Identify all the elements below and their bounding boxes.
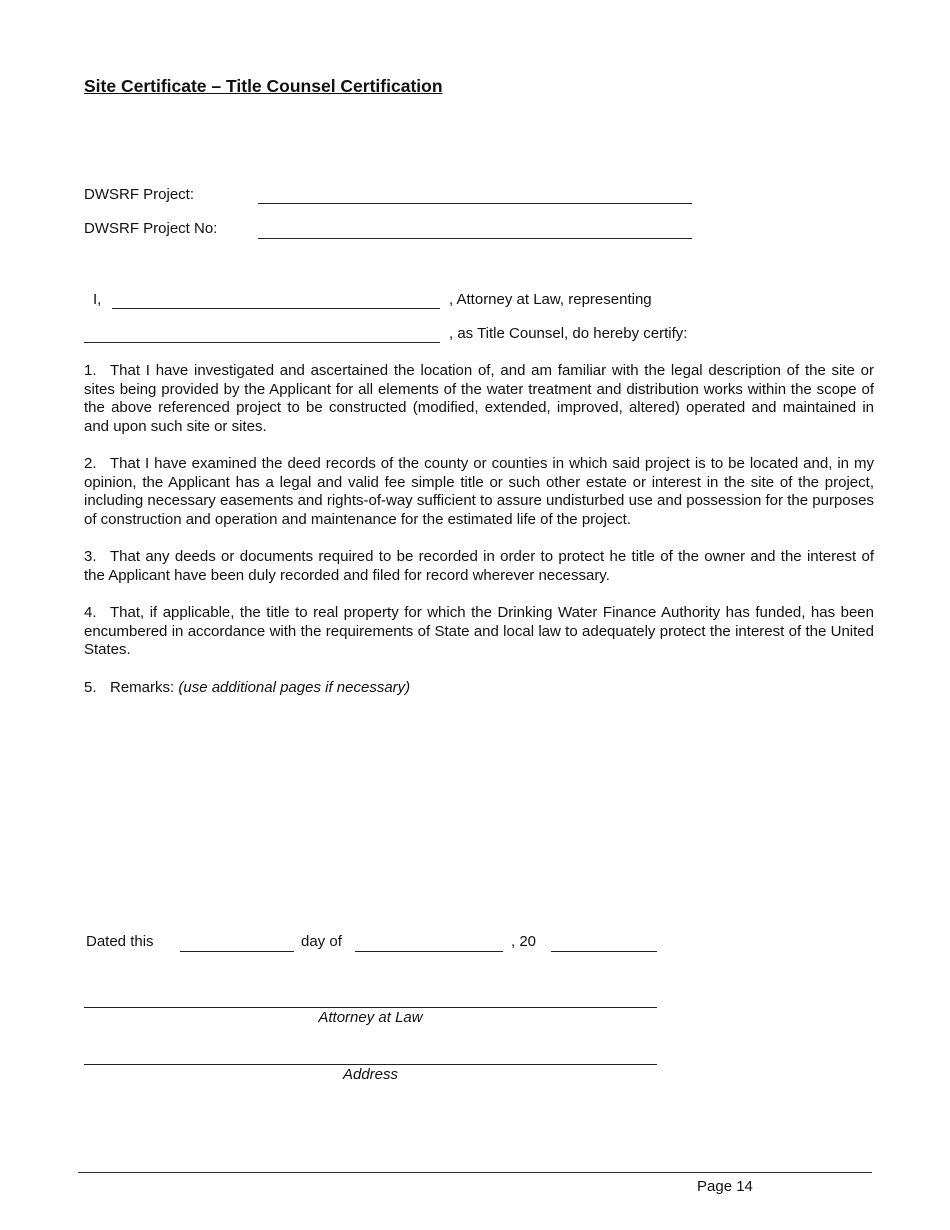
dated-this-label: Dated this (86, 933, 154, 950)
remarks-hint: (use additional pages if necessary) (178, 679, 411, 696)
attorney-text: , Attorney at Law, representing (449, 291, 652, 308)
certification-item-4: 4. That, if applicable, the title to real property for which the Drinking Water Finance Authority has funded, has been encumbered in accordance with the requirements of State and local law to adequately protect the interest of the United States. (84, 604, 874, 659)
day-line (180, 951, 294, 952)
project-no-field[interactable] (258, 216, 692, 238)
attorney-at-law-label: Attorney at Law (318, 1009, 423, 1026)
certification-item-3: 3. That any deeds or documents required to be recorded in order to protect he title of the owner and the interest of the Applicant have been duly recorded and filed for record wherever necessary. (84, 548, 874, 584)
footer-divider (78, 1172, 872, 1173)
certification-item-1: 1. That I have investigated and ascertained the location of, and am familiar with the legal description of the site or sites being provided by the Applicant for all elements of the water treatment and distribution works within the scope of the above referenced project to be constructed (modified, extended, improved, altered) operated and maintained in and upon such site or sites. (84, 362, 874, 436)
project-label: DWSRF Project: (84, 186, 195, 203)
i-label: I, (93, 291, 102, 308)
year-line (551, 951, 657, 952)
attorney-name-line (112, 308, 440, 309)
project-no-label: DWSRF Project No: (84, 220, 218, 237)
certification-item-2: 2. That I have examined the deed records of the county or counties in which said project is to be located and, in my opinion, the Applicant has a legal and valid fee simple title or such other estate or interest in the site of the project, including necessary easements and rights-of-way sufficient to assure undisturbed use and possession for the purposes of construction and operation and maintenance for the estimated life of the project. (84, 455, 874, 529)
project-field-line (258, 203, 692, 204)
address-line (84, 1064, 657, 1065)
applicant-line (84, 342, 440, 343)
attorney-signature-line (84, 1007, 657, 1008)
month-line (355, 951, 503, 952)
month-field[interactable] (355, 930, 503, 952)
page-title: Site Certificate – Title Counsel Certification (84, 76, 443, 96)
applicant-field[interactable] (84, 320, 440, 342)
attorney-signature-field[interactable] (84, 986, 657, 1008)
remarks-area[interactable] (84, 700, 874, 910)
attorney-name-field[interactable] (112, 286, 440, 308)
project-field[interactable] (258, 182, 692, 204)
counsel-text: , as Title Counsel, do hereby certify: (449, 325, 688, 342)
project-no-field-line (258, 238, 692, 239)
remarks: 5. Remarks: (use additional pages if necessary) (84, 679, 411, 696)
page-number: Page 14 (697, 1178, 753, 1195)
year-prefix: , 20 (511, 933, 537, 950)
year-field[interactable] (551, 930, 657, 952)
day-field[interactable] (180, 930, 294, 952)
day-of-label: day of (301, 933, 342, 950)
address-field[interactable] (84, 1043, 657, 1065)
address-label: Address (342, 1066, 399, 1083)
